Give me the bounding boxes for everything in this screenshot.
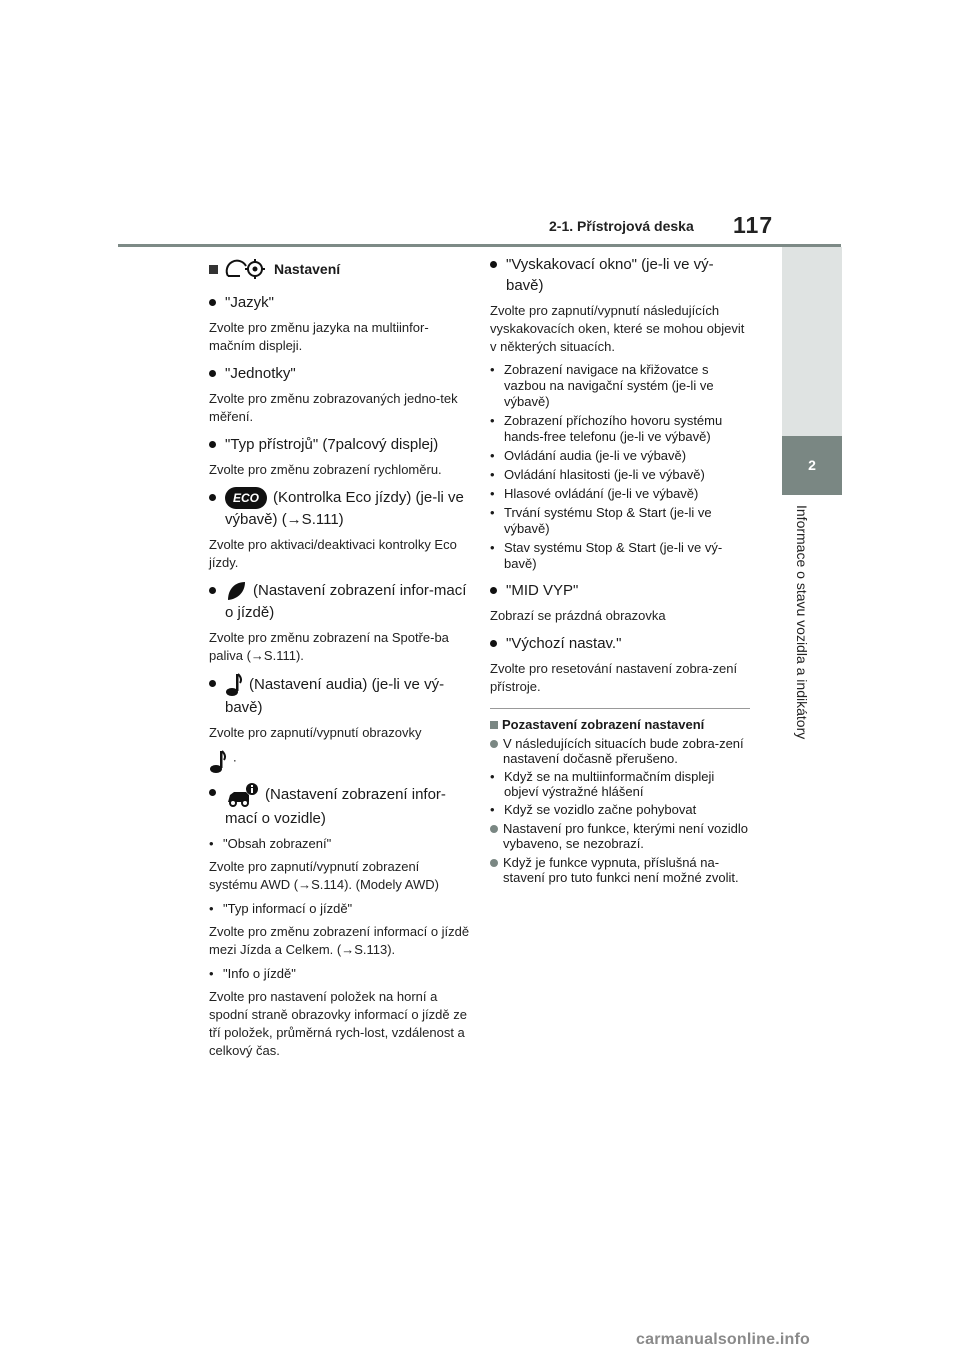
list-item: • Když se vozidlo začne pohybovat [490,802,697,817]
leaf-icon [225,580,247,602]
left-column [209,258,471,1066]
list-item: • Hlasové ovládání (je-li ve výbavě) [490,486,699,501]
eco-icon: ECO [225,487,267,509]
sub-desc: Zvolte pro nastavení položek na horní a spodní straně obrazovky informací o jízdě ze tří položek, průměrná rych-lost, vzdálenost a celkový čas. [209,989,467,1059]
list-item: • Trvání systému Stop & Start (je-li ve výbavě) [490,505,712,536]
list-item: • Zobrazení příchozího hovoru systému hands-free telefonu (je-li ve výbavě) [490,413,723,444]
item-desc: Zvolte pro změnu zobrazení na Spotře-ba paliva (→S.111). [209,630,449,664]
music-note-icon [209,750,227,774]
footer-watermark: carmanualsonline.info [636,1331,811,1348]
list-item-eco: ECO (Kontrolka Eco jízdy) (je-li ve výbavě) (→S.111) [209,487,471,530]
list-item: • Stav systému Stop & Start (je-li ve vý-bavě) [490,540,723,571]
list-item-default: "Výchozí nastav." [490,633,750,654]
sub-item: • "Obsah zobrazení" [209,836,332,852]
list-item: • Zobrazení navigace na křižovatce s vazbou na navigační systém (je-li ve výbavě) [490,362,714,409]
popup-list [490,362,750,572]
list-item-language: "Jazyk" [209,292,471,313]
list-item-vehicle-info: (Nastavení zobrazení infor-mací o vozidle) [209,782,471,829]
settings-heading-label: Nastavení [274,261,341,277]
square-bullet-icon [490,721,498,729]
settings-gauge-icon [224,258,268,280]
page-number: 117 [733,212,774,238]
list-item-units: "Jednotky" [209,363,471,384]
right-column [490,254,750,885]
chapter-tab: 2 [782,436,842,495]
item-desc: Zvolte pro změnu zobrazovaných jedno-tek měření. [209,391,458,424]
item-desc: Zvolte pro aktivaci/deaktivaci kontrolky Eco jízdy. [209,537,457,571]
note-item: Když je funkce vypnuta, příslušná na-stavení pro tuto funkci není možné zvolit. [490,855,750,885]
header-rule [118,244,841,247]
list-item-audio: (Nastavení audia) (je-li ve vý-bavě) [209,673,471,718]
side-strip [782,247,842,436]
sub-item: • "Info o jízdě" [209,966,296,982]
list-item-mid-off: "MID VYP" [490,580,750,601]
item-desc: Zvolte pro zapnutí/vypnutí obrazovky . [209,724,471,774]
sub-desc: Zvolte pro změnu zobrazení informací o jízdě mezi Jízda a Celkem. (→S.113). [209,924,470,958]
item-desc: Zvolte pro změnu zobrazení rychloměru. [209,462,442,477]
note-item: Nastavení pro funkce, kterými není vozidlo vybaveno, se nezobrazí. [490,821,750,851]
square-bullet-icon [209,265,218,274]
default-desc: Zvolte pro resetování nastavení zobra-zení přístroje. [490,661,738,694]
item-desc: Zvolte pro změnu jazyka na multiinfor-mačním displeji. [209,320,429,353]
divider [490,708,750,709]
popup-desc: Zvolte pro zapnutí/vypnutí následujících vyskakovacích oken, které se mohou objevit v některých situacích. [490,303,745,354]
list-item: • Ovládání audia (je-li ve výbavě) [490,448,687,463]
sub-item: • "Typ informací o jízdě" [209,901,353,917]
car-info-icon [225,782,259,808]
mid-desc: Zobrazí se prázdná obrazovka [490,608,666,623]
list-item-popup: "Vyskakovací okno" (je-li ve vý-bavě) [490,254,750,296]
list-item-drive-info: (Nastavení zobrazení infor-mací o jízdě) [209,580,471,623]
pause-heading: Pozastavení zobrazení nastavení [490,717,750,732]
section-title: 2-1. Přístrojová deska [549,218,694,234]
list-item: • Ovládání hlasitosti (je-li ve výbavě) [490,467,705,482]
note-item: V následujících situacích bude zobra-zení nastavení dočasně přerušeno. [490,736,750,766]
list-item: • Když se na multiinformačním displeji objeví výstražné hlášení [490,769,715,799]
sub-desc: Zvolte pro zapnutí/vypnutí zobrazení systému AWD (→S.114). (Modely AWD) [209,859,439,893]
music-note-icon [225,673,243,697]
settings-heading [209,258,471,280]
chapter-title-vertical: Informace o stavu vozidla a indikátory [794,505,810,740]
list-item-gauge-type: "Typ přístrojů" (7palcový displej) [209,434,471,455]
